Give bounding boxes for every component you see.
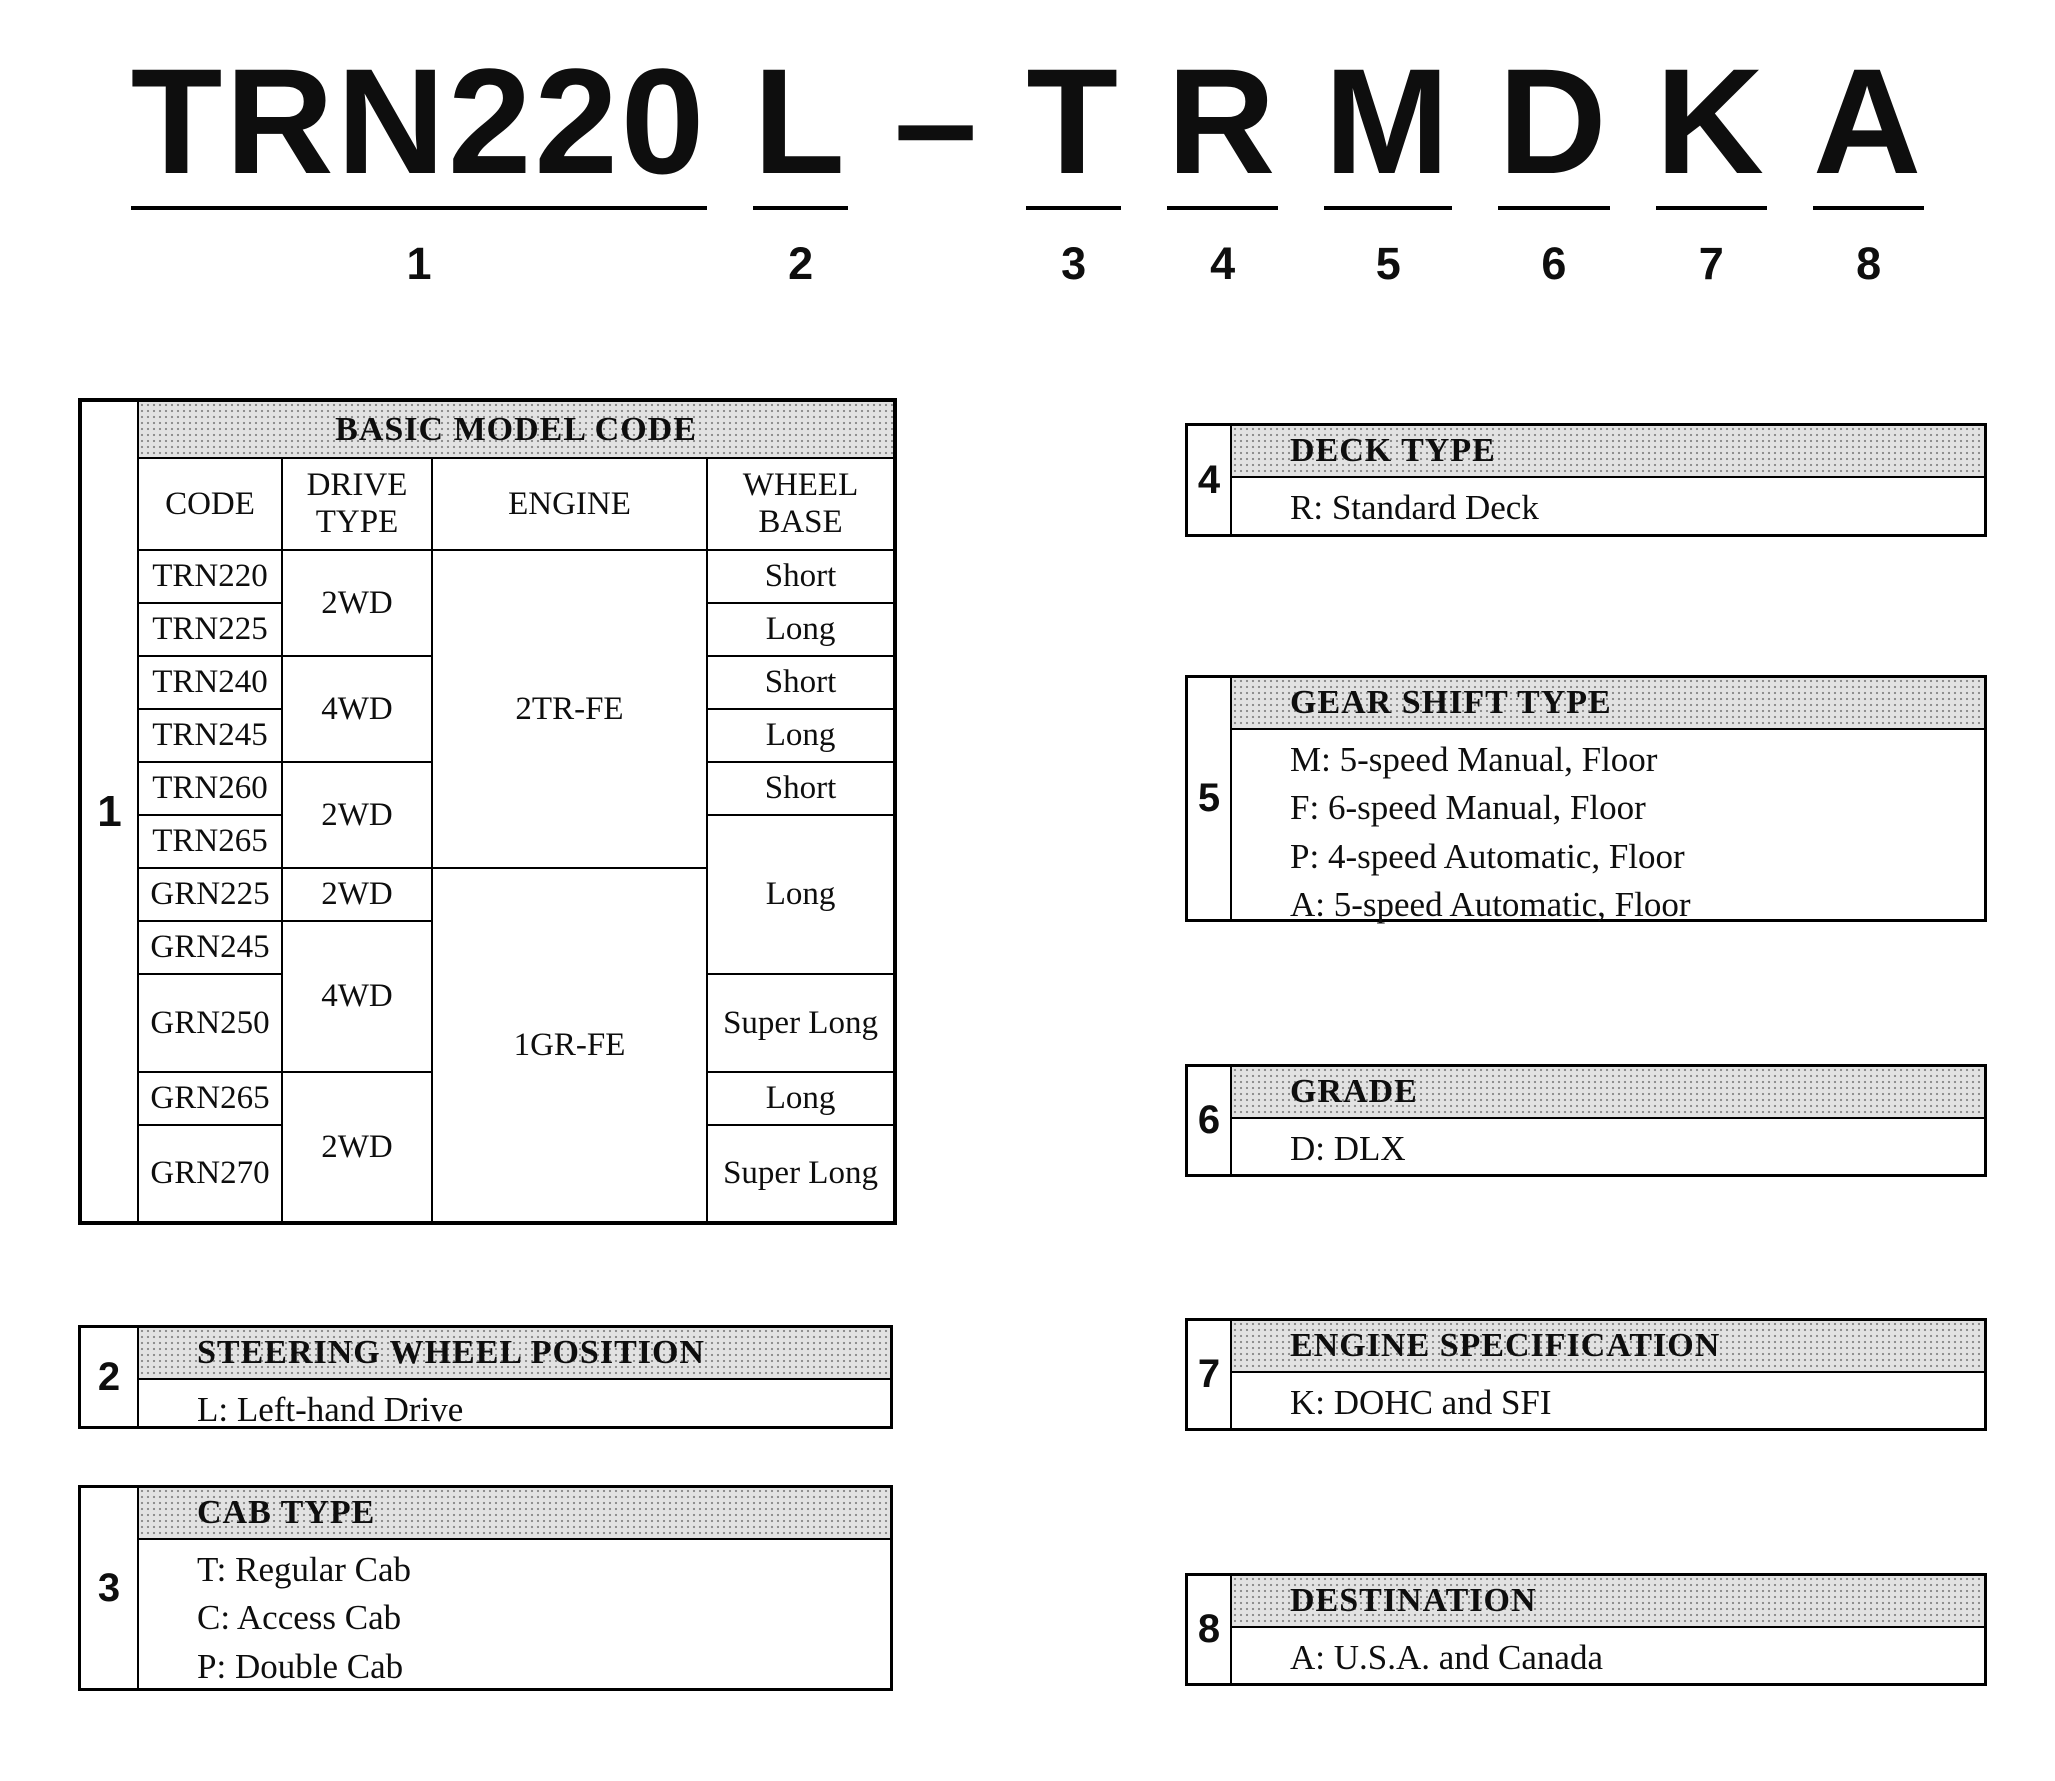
segment-position-number: 1 xyxy=(406,238,432,289)
code-list xyxy=(1232,1119,1984,1181)
table-cell: TRN220 xyxy=(138,550,282,603)
code-description: T: Regular Cab xyxy=(197,1550,412,1589)
table-cell: Super Long xyxy=(707,1125,895,1223)
segment-underline xyxy=(131,206,708,210)
table-cell: Long xyxy=(707,603,895,656)
table-cell: Short xyxy=(707,656,895,709)
table-cell: TRN240 xyxy=(138,656,282,709)
segment-position-number: 3 xyxy=(1061,238,1087,289)
code-description: P: Double Cab xyxy=(197,1646,404,1686)
code-list xyxy=(1232,1628,1984,1690)
column-header: ENGINE xyxy=(432,458,707,550)
segment-position-number: 4 xyxy=(1210,238,1236,289)
table-cell: Short xyxy=(707,762,895,815)
table-title: DESTINATION xyxy=(1232,1576,1984,1628)
column-header-row xyxy=(80,458,895,550)
model-code-segment xyxy=(1324,37,1453,290)
info-table-body xyxy=(1232,426,1984,534)
table-cell: TRN225 xyxy=(138,603,282,656)
table-cell: 2TR-FE xyxy=(432,550,707,868)
info-table-steering-wheel-position xyxy=(78,1325,893,1429)
model-code-heading xyxy=(0,37,2055,290)
code-description: M: 5-speed Manual, Floor xyxy=(1290,740,1658,779)
table-cell: 2WD xyxy=(282,1072,432,1223)
segment-position-number: 2 xyxy=(788,238,814,289)
info-table-destination xyxy=(1185,1573,1987,1686)
table-title: GRADE xyxy=(1232,1067,1984,1119)
section-number: 3 xyxy=(81,1488,139,1688)
table-cell: Super Long xyxy=(707,974,895,1072)
code-description: A: U.S.A. and Canada xyxy=(1290,1638,1604,1677)
code-description: F: 6-speed Manual, Floor xyxy=(1290,788,1646,828)
segment-code-text: M xyxy=(1324,37,1453,205)
segment-underline xyxy=(1167,206,1278,210)
model-code-segment xyxy=(130,37,708,290)
info-table-deck-type xyxy=(1185,423,1987,537)
model-code-segment xyxy=(1498,37,1610,290)
model-code-segment xyxy=(753,37,848,290)
code-list xyxy=(1232,1373,1984,1435)
column-header: WHEEL BASE xyxy=(707,458,895,550)
info-table-gear-shift-type xyxy=(1185,675,1987,922)
segment-code-text: T xyxy=(1026,37,1121,205)
segment-code-text: R xyxy=(1167,37,1279,205)
table-cell: Long xyxy=(707,1072,895,1125)
segment-code-text: L xyxy=(753,37,848,205)
segment-code-text: D xyxy=(1498,37,1610,205)
segment-code-text: A xyxy=(1812,37,1925,205)
table-cell: Long xyxy=(707,709,895,762)
column-header: DRIVE TYPE xyxy=(282,458,432,550)
basic-model-code-table xyxy=(78,398,897,1225)
info-table-body xyxy=(1232,678,1984,924)
table-cell: 2WD xyxy=(282,762,432,868)
info-table-body xyxy=(1232,1576,1984,1683)
info-table-body xyxy=(139,1328,890,1429)
info-table-body xyxy=(1232,1067,1984,1174)
code-list xyxy=(1232,730,1984,937)
table-cell: GRN250 xyxy=(138,974,282,1072)
model-code-segment xyxy=(1167,37,1279,290)
table-cell: Short xyxy=(707,550,895,603)
table-cell: 2WD xyxy=(282,550,432,656)
code-description: L: Left-hand Drive xyxy=(197,1390,464,1429)
segment-position-number: 7 xyxy=(1698,238,1724,289)
info-table-body xyxy=(139,1488,890,1688)
model-code-segment xyxy=(893,37,981,288)
segment-code-text: – xyxy=(893,37,981,205)
table-cell: TRN260 xyxy=(138,762,282,815)
table-cell: GRN245 xyxy=(138,921,282,974)
table-title: BASIC MODEL CODE xyxy=(138,400,895,458)
section-number: 5 xyxy=(1188,678,1232,919)
table-cell: Long xyxy=(707,815,895,974)
table-title: STEERING WHEEL POSITION xyxy=(139,1328,890,1380)
code-description: P: 4-speed Automatic, Floor xyxy=(1290,836,1685,876)
section-number: 6 xyxy=(1188,1067,1232,1174)
info-table-cab-type xyxy=(78,1485,893,1691)
section-number: 1 xyxy=(80,400,138,1223)
model-code-segment xyxy=(1812,37,1925,290)
segment-position-number: 5 xyxy=(1375,238,1401,289)
segment-underline xyxy=(1324,206,1452,210)
segment-underline xyxy=(1813,206,1924,210)
info-table-body xyxy=(1232,1321,1984,1428)
table-cell: GRN225 xyxy=(138,868,282,921)
code-list xyxy=(139,1380,890,1442)
column-header: CODE xyxy=(138,458,282,550)
table-cell: TRN245 xyxy=(138,709,282,762)
table-cell: 4WD xyxy=(282,921,432,1072)
table-title: GEAR SHIFT TYPE xyxy=(1232,678,1984,730)
code-description: R: Standard Deck xyxy=(1290,488,1539,527)
section-number: 7 xyxy=(1188,1321,1232,1428)
section-number: 4 xyxy=(1188,426,1232,534)
segment-code-text: K xyxy=(1655,37,1767,205)
info-table-engine-specification xyxy=(1185,1318,1987,1431)
table-title: ENGINE SPECIFICATION xyxy=(1232,1321,1984,1373)
section-number: 8 xyxy=(1188,1576,1232,1683)
segment-underline xyxy=(1656,206,1767,210)
segment-position-number: 8 xyxy=(1856,238,1882,289)
info-table-grade xyxy=(1185,1064,1987,1177)
table-cell: 1GR-FE xyxy=(432,868,707,1223)
model-code-segment xyxy=(1026,37,1121,290)
table-title: DECK TYPE xyxy=(1232,426,1984,478)
code-description: D: DLX xyxy=(1290,1129,1406,1168)
table-cell: GRN270 xyxy=(138,1125,282,1223)
code-description: A: 5-speed Automatic, Floor xyxy=(1290,884,1691,924)
model-code-segment xyxy=(1655,37,1767,290)
table-cell: 4WD xyxy=(282,656,432,762)
segment-underline xyxy=(753,206,848,210)
section-number: 2 xyxy=(81,1328,139,1426)
segment-position-number: 6 xyxy=(1541,238,1567,289)
code-description: C: Access Cab xyxy=(197,1598,402,1638)
segment-underline xyxy=(1498,206,1609,210)
table-title: CAB TYPE xyxy=(139,1488,890,1540)
table-cell: 2WD xyxy=(282,868,432,921)
code-description: K: DOHC and SFI xyxy=(1290,1383,1552,1422)
table-cell: GRN265 xyxy=(138,1072,282,1125)
table-row xyxy=(80,550,895,603)
segment-underline xyxy=(1026,206,1121,210)
code-list xyxy=(139,1540,890,1699)
code-list xyxy=(1232,478,1984,540)
table-cell: TRN265 xyxy=(138,815,282,868)
table-header-bar-row xyxy=(80,400,895,458)
segment-code-text: TRN220 xyxy=(130,37,708,205)
